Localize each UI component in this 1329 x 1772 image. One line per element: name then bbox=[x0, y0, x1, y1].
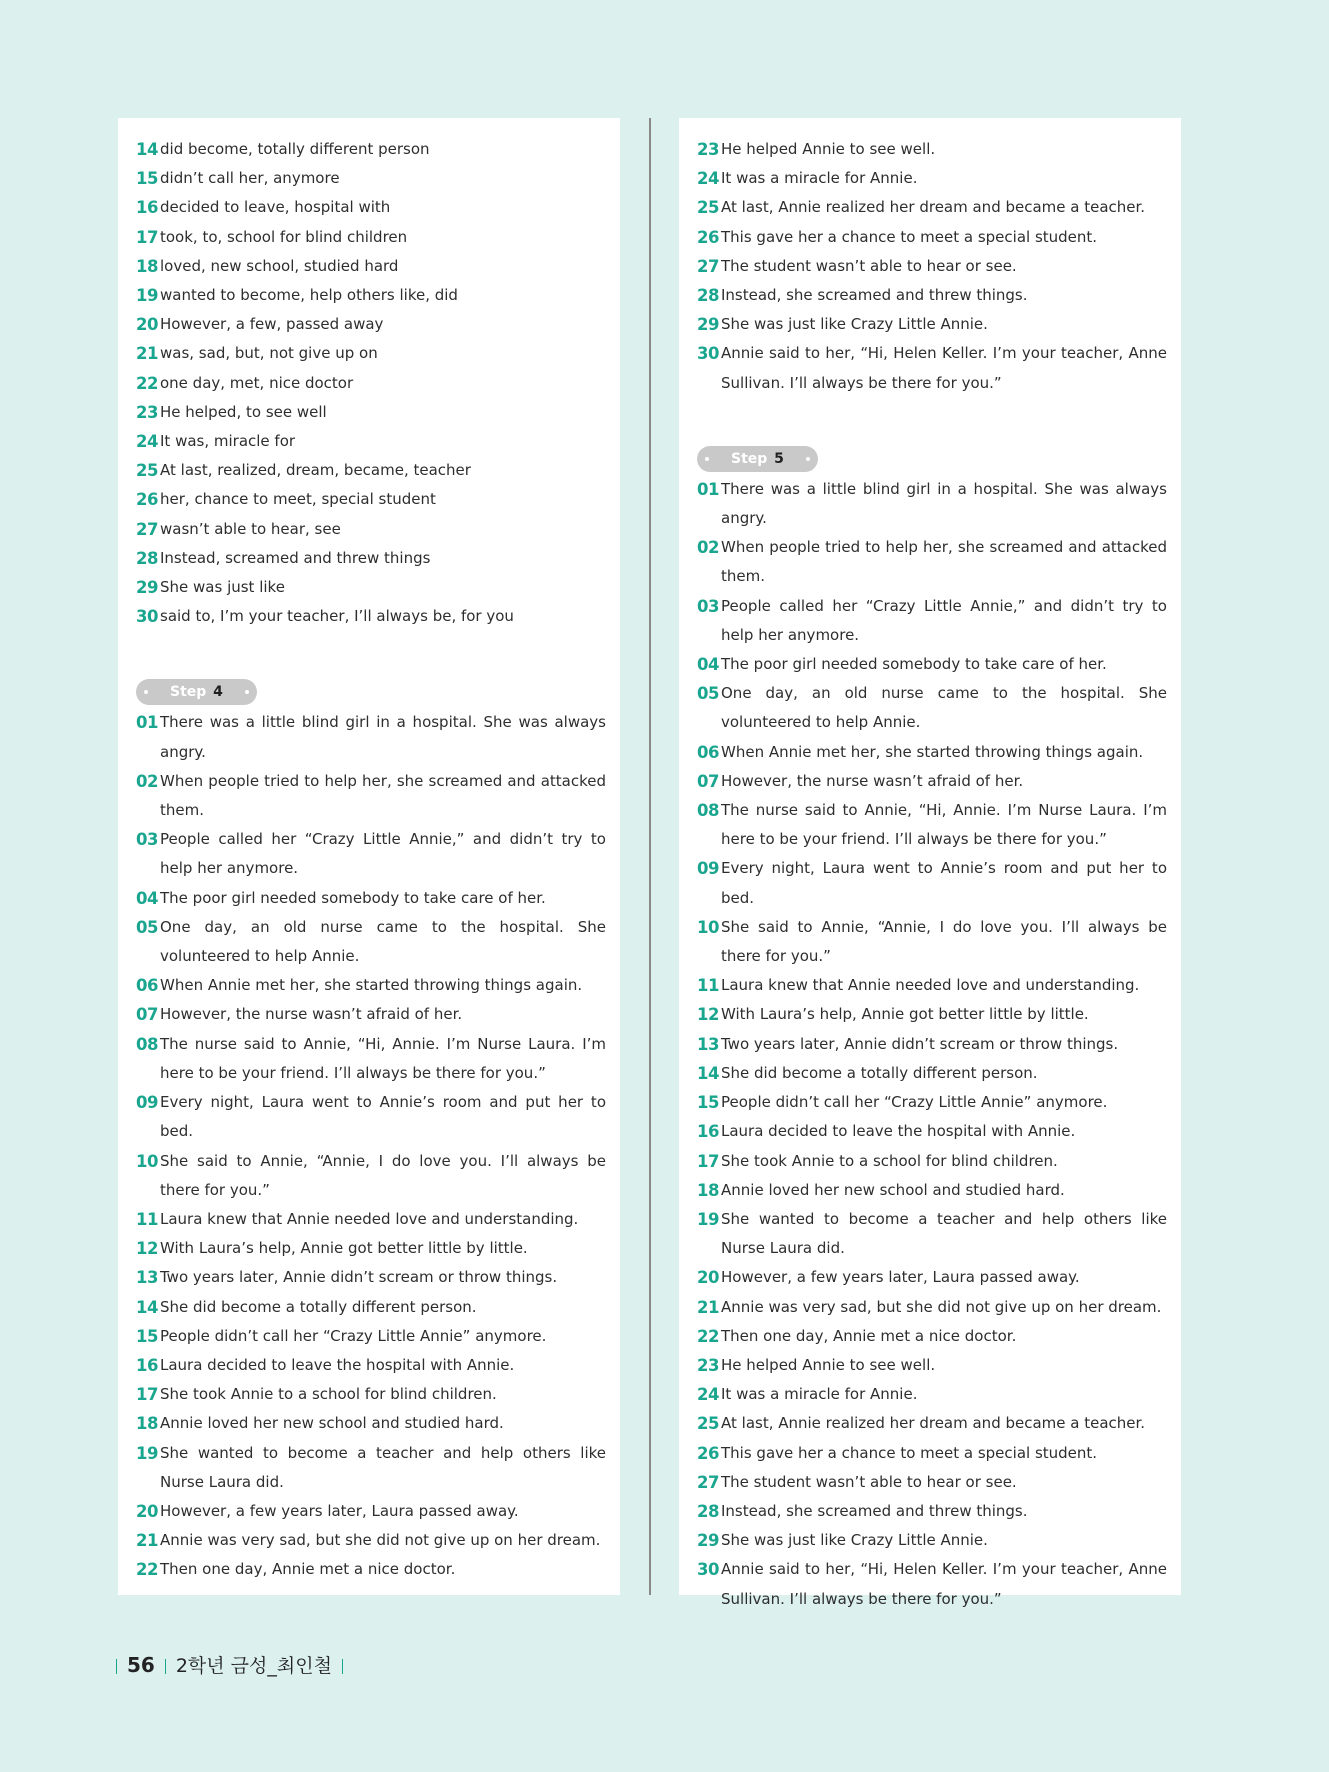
sentence-number: 19 bbox=[136, 286, 158, 306]
sentence-text: The student wasn’t able to hear or see. bbox=[721, 1472, 1017, 1491]
sentence-item bbox=[697, 1117, 1167, 1146]
sentence-number: 18 bbox=[697, 1180, 719, 1200]
sentence-item bbox=[697, 1322, 1167, 1351]
sentence-text: He helped, to see well bbox=[160, 402, 327, 421]
sentence-item bbox=[697, 193, 1167, 222]
sentence-item bbox=[136, 223, 606, 252]
sentence-number: 15 bbox=[697, 1093, 719, 1113]
sentence-item bbox=[136, 485, 606, 514]
sentence-item bbox=[697, 1176, 1167, 1205]
sentence-text: Annie loved her new school and studied hard. bbox=[721, 1180, 1065, 1199]
sentence-number: 17 bbox=[697, 1151, 719, 1171]
sentence-number: 24 bbox=[697, 1385, 719, 1405]
sentence-item bbox=[136, 1234, 606, 1263]
sentence-item bbox=[136, 1205, 606, 1234]
sentence-number: 20 bbox=[697, 1268, 719, 1288]
sentence-text: With Laura’s help, Annie got better little by little. bbox=[160, 1239, 528, 1258]
sentence-text: She was just like Crazy Little Annie. bbox=[721, 315, 988, 334]
sentence-item bbox=[697, 1409, 1167, 1438]
separator-bar bbox=[342, 1659, 343, 1674]
sentence-text: She said to Annie, “Annie, I do love you. I’ll always be there for you.” bbox=[160, 1151, 606, 1199]
sentence-text: One day, an old nurse came to the hospital. She volunteered to help Annie. bbox=[160, 917, 606, 966]
step-number: 5 bbox=[774, 450, 784, 467]
sentence-text: Then one day, Annie met a nice doctor. bbox=[721, 1326, 1017, 1345]
sentence-item bbox=[697, 1439, 1167, 1468]
right-column bbox=[679, 118, 1181, 1608]
answer-list-step5 bbox=[697, 475, 1167, 1614]
page-footer bbox=[116, 1652, 353, 1678]
sentence-item bbox=[697, 1263, 1167, 1292]
sentence-item bbox=[136, 1409, 606, 1438]
sentence-number: 07 bbox=[136, 1005, 158, 1025]
sentence-text: The nurse said to Annie, “Hi, Annie. I’m Nurse Laura. I’m here to be your friend. I’ll always be there for you.” bbox=[721, 801, 1167, 849]
sentence-item bbox=[136, 1351, 606, 1380]
sentence-text: He helped Annie to see well. bbox=[721, 1355, 936, 1374]
sentence-number: 11 bbox=[136, 1209, 158, 1229]
sentence-number: 24 bbox=[697, 169, 719, 189]
sentence-number: 26 bbox=[136, 490, 158, 510]
sentence-item bbox=[697, 913, 1167, 971]
sentence-text: Instead, screamed and threw things bbox=[160, 548, 431, 567]
sentence-text: Annie said to her, “Hi, Helen Keller. I’m your teacher, Anne Sullivan. I’ll always be there for you.” bbox=[721, 344, 1167, 392]
sentence-item bbox=[697, 339, 1167, 397]
sentence-number: 03 bbox=[697, 596, 719, 616]
answer-list-step3 bbox=[136, 135, 606, 631]
sentence-number: 28 bbox=[697, 1501, 719, 1521]
sentence-number: 14 bbox=[136, 140, 158, 159]
sentence-number: 15 bbox=[136, 169, 158, 189]
sentence-number: 01 bbox=[136, 713, 158, 733]
sentence-text: was, sad, but, not give up on bbox=[160, 344, 378, 363]
sentence-number: 08 bbox=[136, 1034, 158, 1054]
sentence-item bbox=[136, 1497, 606, 1526]
sentence-text: loved, new school, studied hard bbox=[160, 256, 399, 275]
sentence-number: 04 bbox=[136, 888, 158, 908]
sentence-number: 19 bbox=[697, 1209, 719, 1229]
sentence-number: 12 bbox=[136, 1239, 158, 1259]
sentence-number: 13 bbox=[697, 1034, 719, 1054]
sentence-item bbox=[697, 533, 1167, 591]
sentence-item bbox=[697, 796, 1167, 854]
sentence-number: 02 bbox=[697, 538, 719, 558]
sentence-item bbox=[136, 1000, 606, 1029]
sentence-text: She wanted to become a teacher and help others like Nurse Laura did. bbox=[160, 1443, 606, 1491]
sentence-text: Annie loved her new school and studied hard. bbox=[160, 1414, 504, 1433]
sentence-number: 16 bbox=[136, 198, 158, 218]
sentence-item bbox=[697, 1526, 1167, 1555]
sentence-item bbox=[136, 708, 606, 766]
sentence-number: 21 bbox=[136, 1531, 158, 1551]
sentence-item bbox=[136, 310, 606, 339]
sentence-item bbox=[136, 767, 606, 825]
dot-icon bbox=[144, 690, 148, 694]
sentence-number: 09 bbox=[136, 1093, 158, 1113]
sentence-number: 25 bbox=[697, 1414, 719, 1434]
sentence-item bbox=[697, 679, 1167, 737]
separator-bar bbox=[116, 1659, 117, 1674]
sentence-item bbox=[136, 573, 606, 602]
sentence-text: At last, realized, dream, became, teacher bbox=[160, 461, 471, 480]
sentence-item bbox=[136, 1526, 606, 1555]
sentence-number: 19 bbox=[136, 1443, 158, 1463]
sentence-text: said to, I’m your teacher, I’ll always be, for you bbox=[160, 607, 514, 626]
sentence-number: 23 bbox=[697, 140, 719, 159]
sentence-text: It was a miracle for Annie. bbox=[721, 169, 918, 188]
sentence-text: However, a few, passed away bbox=[160, 315, 384, 334]
sentence-item bbox=[136, 1322, 606, 1351]
sentence-text: People called her “Crazy Little Annie,” and didn’t try to help her anymore. bbox=[721, 596, 1167, 644]
sentence-text: Instead, she screamed and threw things. bbox=[721, 286, 1028, 305]
sentence-item bbox=[697, 592, 1167, 650]
sentence-text: Instead, she screamed and threw things. bbox=[721, 1501, 1028, 1520]
sentence-number: 29 bbox=[136, 578, 158, 598]
sentence-item bbox=[697, 223, 1167, 252]
sentence-item bbox=[697, 1000, 1167, 1029]
sentence-text: Laura decided to leave the hospital with Annie. bbox=[721, 1122, 1076, 1141]
sentence-item bbox=[697, 1205, 1167, 1263]
page-number: 56 bbox=[127, 1653, 155, 1677]
sentence-item bbox=[697, 1030, 1167, 1059]
sentence-text: She was just like bbox=[160, 578, 285, 597]
sentence-item bbox=[697, 767, 1167, 796]
sentence-text: Annie said to her, “Hi, Helen Keller. I’m your teacher, Anne Sullivan. I’ll always be there for you.” bbox=[721, 1560, 1167, 1608]
sentence-number: 20 bbox=[136, 315, 158, 335]
sentence-text: The poor girl needed somebody to take care of her. bbox=[160, 888, 546, 907]
sentence-text: The nurse said to Annie, “Hi, Annie. I’m Nurse Laura. I’m here to be your friend. I’ll always be there for you.” bbox=[160, 1034, 606, 1082]
sentence-number: 06 bbox=[697, 742, 719, 762]
sentence-text: Two years later, Annie didn’t scream or throw things. bbox=[721, 1034, 1119, 1053]
sentence-item bbox=[136, 515, 606, 544]
step-number: 4 bbox=[213, 684, 223, 701]
dot-icon bbox=[705, 457, 709, 461]
sentence-text: With Laura’s help, Annie got better little by little. bbox=[721, 1005, 1089, 1024]
sentence-text: However, the nurse wasn’t afraid of her. bbox=[721, 771, 1024, 790]
sentence-item bbox=[697, 1468, 1167, 1497]
sentence-item bbox=[697, 1088, 1167, 1117]
sentence-item bbox=[136, 164, 606, 193]
sentence-text: However, a few years later, Laura passed away. bbox=[721, 1268, 1080, 1287]
sentence-item bbox=[136, 602, 606, 631]
sentence-number: 27 bbox=[697, 256, 719, 276]
sentence-item bbox=[136, 135, 606, 164]
sentence-item bbox=[697, 310, 1167, 339]
sentence-text: Every night, Laura went to Annie’s room and put her to bed. bbox=[721, 859, 1167, 907]
sentence-number: 29 bbox=[697, 1531, 719, 1551]
sentence-text: didn’t call her, anymore bbox=[160, 169, 340, 188]
sentence-item bbox=[697, 1555, 1167, 1613]
sentence-number: 08 bbox=[697, 801, 719, 821]
sentence-item bbox=[136, 339, 606, 368]
sentence-item bbox=[136, 971, 606, 1000]
sentence-item bbox=[136, 456, 606, 485]
sentence-number: 11 bbox=[697, 976, 719, 996]
sentence-number: 13 bbox=[136, 1268, 158, 1288]
sentence-item bbox=[136, 825, 606, 883]
sentence-text: took, to, school for blind children bbox=[160, 227, 408, 246]
sentence-number: 17 bbox=[136, 1385, 158, 1405]
sentence-text: When people tried to help her, she screamed and attacked them. bbox=[160, 771, 606, 820]
dot-icon bbox=[806, 457, 810, 461]
sentence-text: One day, an old nurse came to the hospital. She volunteered to help Annie. bbox=[721, 684, 1167, 732]
sentence-number: 30 bbox=[697, 1560, 719, 1580]
step-5-badge bbox=[697, 446, 818, 472]
sentence-text: This gave her a chance to meet a special student. bbox=[721, 1443, 1098, 1462]
sentence-item bbox=[697, 1380, 1167, 1409]
sentence-number: 23 bbox=[697, 1355, 719, 1375]
sentence-number: 18 bbox=[136, 1414, 158, 1434]
sentence-number: 20 bbox=[136, 1501, 158, 1521]
sentence-text: At last, Annie realized her dream and became a teacher. bbox=[721, 1414, 1146, 1433]
sentence-text: It was a miracle for Annie. bbox=[721, 1385, 918, 1404]
sentence-item bbox=[136, 544, 606, 573]
sentence-number: 30 bbox=[697, 344, 719, 364]
sentence-text: She wanted to become a teacher and help others like Nurse Laura did. bbox=[721, 1209, 1167, 1258]
sentence-text: However, a few years later, Laura passed away. bbox=[160, 1501, 519, 1520]
sentence-number: 05 bbox=[136, 917, 158, 937]
answer-list-step4 bbox=[136, 708, 606, 1584]
sentence-number: 24 bbox=[136, 432, 158, 452]
step-label: Step bbox=[170, 684, 207, 701]
sentence-number: 04 bbox=[697, 655, 719, 675]
sentence-number: 23 bbox=[136, 402, 158, 422]
sentence-text: When Annie met her, she started throwing things again. bbox=[160, 976, 583, 995]
sentence-number: 18 bbox=[136, 256, 158, 276]
sentence-text: She did become a totally different person. bbox=[721, 1063, 1038, 1082]
sentence-item bbox=[697, 135, 1167, 164]
sentence-text: She said to Annie, “Annie, I do love you. I’ll always be there for you.” bbox=[721, 917, 1167, 966]
sentence-text: Annie was very sad, but she did not give up on her dream. bbox=[160, 1531, 601, 1550]
sentence-text: When Annie met her, she started throwing things again. bbox=[721, 742, 1144, 761]
sentence-number: 05 bbox=[697, 684, 719, 704]
sentence-text: Then one day, Annie met a nice doctor. bbox=[160, 1560, 456, 1579]
sentence-item bbox=[697, 1351, 1167, 1380]
column-divider bbox=[649, 118, 651, 1595]
sentence-text: She did become a totally different person. bbox=[160, 1297, 477, 1316]
sentence-number: 14 bbox=[697, 1063, 719, 1083]
sentence-number: 12 bbox=[697, 1005, 719, 1025]
sentence-item bbox=[136, 1439, 606, 1497]
sentence-number: 25 bbox=[136, 461, 158, 481]
sentence-item bbox=[697, 1147, 1167, 1176]
sentence-number: 22 bbox=[136, 373, 158, 393]
sentence-number: 10 bbox=[136, 1151, 158, 1171]
sentence-text: People didn’t call her “Crazy Little Annie” anymore. bbox=[160, 1326, 547, 1345]
sentence-number: 02 bbox=[136, 771, 158, 791]
sentence-text: wasn’t able to hear, see bbox=[160, 519, 341, 538]
sentence-text: wanted to become, help others like, did bbox=[160, 286, 458, 305]
sentence-number: 16 bbox=[136, 1355, 158, 1375]
sentence-number: 26 bbox=[697, 227, 719, 247]
sentence-number: 25 bbox=[697, 198, 719, 218]
sentence-text: Every night, Laura went to Annie’s room and put her to bed. bbox=[160, 1093, 606, 1141]
sentence-number: 28 bbox=[697, 286, 719, 306]
sentence-number: 27 bbox=[697, 1472, 719, 1492]
sentence-item bbox=[697, 650, 1167, 679]
book-title: 2학년 금성_최인철 bbox=[175, 1655, 332, 1677]
sentence-number: 26 bbox=[697, 1443, 719, 1463]
sentence-text: There was a little blind girl in a hospital. She was always angry. bbox=[160, 713, 606, 761]
sentence-number: 22 bbox=[697, 1326, 719, 1346]
sentence-text: did become, totally different person bbox=[160, 140, 430, 158]
left-column bbox=[118, 118, 620, 1595]
sentence-item bbox=[697, 854, 1167, 912]
sentence-number: 21 bbox=[136, 344, 158, 364]
sentence-text: her, chance to meet, special student bbox=[160, 490, 436, 509]
sentence-item bbox=[136, 884, 606, 913]
sentence-item bbox=[136, 193, 606, 222]
sentence-item bbox=[697, 1497, 1167, 1526]
sentence-text: Laura knew that Annie needed love and understanding. bbox=[721, 976, 1140, 995]
sentence-item bbox=[136, 1088, 606, 1146]
sentence-number: 07 bbox=[697, 771, 719, 791]
sentence-number: 10 bbox=[697, 917, 719, 937]
sentence-number: 09 bbox=[697, 859, 719, 879]
sentence-number: 15 bbox=[136, 1326, 158, 1346]
sentence-item bbox=[697, 281, 1167, 310]
sentence-item bbox=[136, 369, 606, 398]
sentence-item bbox=[697, 1059, 1167, 1088]
dot-icon bbox=[245, 690, 249, 694]
sentence-number: 21 bbox=[697, 1297, 719, 1317]
sentence-text: There was a little blind girl in a hospital. She was always angry. bbox=[721, 479, 1167, 528]
sentence-number: 01 bbox=[697, 479, 719, 499]
answer-list-step4-continued bbox=[697, 135, 1167, 398]
sentence-text: When people tried to help her, she screamed and attacked them. bbox=[721, 538, 1167, 586]
sentence-text: Annie was very sad, but she did not give up on her dream. bbox=[721, 1297, 1162, 1316]
sentence-number: 03 bbox=[136, 830, 158, 850]
sentence-number: 17 bbox=[136, 227, 158, 247]
sentence-item bbox=[136, 398, 606, 427]
sentence-text: She took Annie to a school for blind children. bbox=[721, 1151, 1058, 1170]
sentence-text: People called her “Crazy Little Annie,” and didn’t try to help her anymore. bbox=[160, 830, 606, 878]
sentence-text: one day, met, nice doctor bbox=[160, 373, 354, 392]
sentence-item bbox=[136, 1555, 606, 1584]
sentence-text: She was just like Crazy Little Annie. bbox=[721, 1531, 988, 1550]
sentence-text: This gave her a chance to meet a special student. bbox=[721, 227, 1098, 246]
sentence-text: Laura decided to leave the hospital with Annie. bbox=[160, 1355, 515, 1374]
sentence-text: It was, miracle for bbox=[160, 432, 296, 451]
step-4-badge bbox=[136, 679, 257, 705]
sentence-item bbox=[136, 252, 606, 281]
sentence-number: 28 bbox=[136, 548, 158, 568]
sentence-item bbox=[697, 252, 1167, 281]
separator-bar bbox=[165, 1659, 166, 1674]
sentence-number: 27 bbox=[136, 519, 158, 539]
sentence-item bbox=[136, 1293, 606, 1322]
sentence-text: She took Annie to a school for blind children. bbox=[160, 1385, 497, 1404]
sentence-number: 29 bbox=[697, 315, 719, 335]
sentence-item bbox=[697, 738, 1167, 767]
sentence-number: 06 bbox=[136, 976, 158, 996]
sentence-item bbox=[136, 1147, 606, 1205]
sentence-item bbox=[697, 1293, 1167, 1322]
sentence-item bbox=[136, 1030, 606, 1088]
sentence-item bbox=[136, 913, 606, 971]
sentence-item bbox=[136, 1380, 606, 1409]
sentence-item bbox=[136, 1263, 606, 1292]
sentence-text: He helped Annie to see well. bbox=[721, 140, 936, 158]
sentence-item bbox=[697, 164, 1167, 193]
sentence-number: 30 bbox=[136, 607, 158, 627]
sentence-text: Laura knew that Annie needed love and understanding. bbox=[160, 1209, 579, 1228]
sentence-text: The poor girl needed somebody to take care of her. bbox=[721, 655, 1107, 674]
step-label: Step bbox=[731, 450, 768, 467]
sentence-number: 16 bbox=[697, 1122, 719, 1142]
sentence-text: Two years later, Annie didn’t scream or throw things. bbox=[160, 1268, 558, 1287]
sentence-text: However, the nurse wasn’t afraid of her. bbox=[160, 1005, 463, 1024]
sentence-item bbox=[136, 281, 606, 310]
sentence-text: decided to leave, hospital with bbox=[160, 198, 391, 217]
sentence-number: 14 bbox=[136, 1297, 158, 1317]
sentence-item bbox=[697, 475, 1167, 533]
sentence-number: 22 bbox=[136, 1560, 158, 1580]
sentence-text: The student wasn’t able to hear or see. bbox=[721, 256, 1017, 275]
sentence-text: At last, Annie realized her dream and became a teacher. bbox=[721, 198, 1146, 217]
sentence-text: People didn’t call her “Crazy Little Annie” anymore. bbox=[721, 1093, 1108, 1112]
sentence-item bbox=[697, 971, 1167, 1000]
sentence-item bbox=[136, 427, 606, 456]
